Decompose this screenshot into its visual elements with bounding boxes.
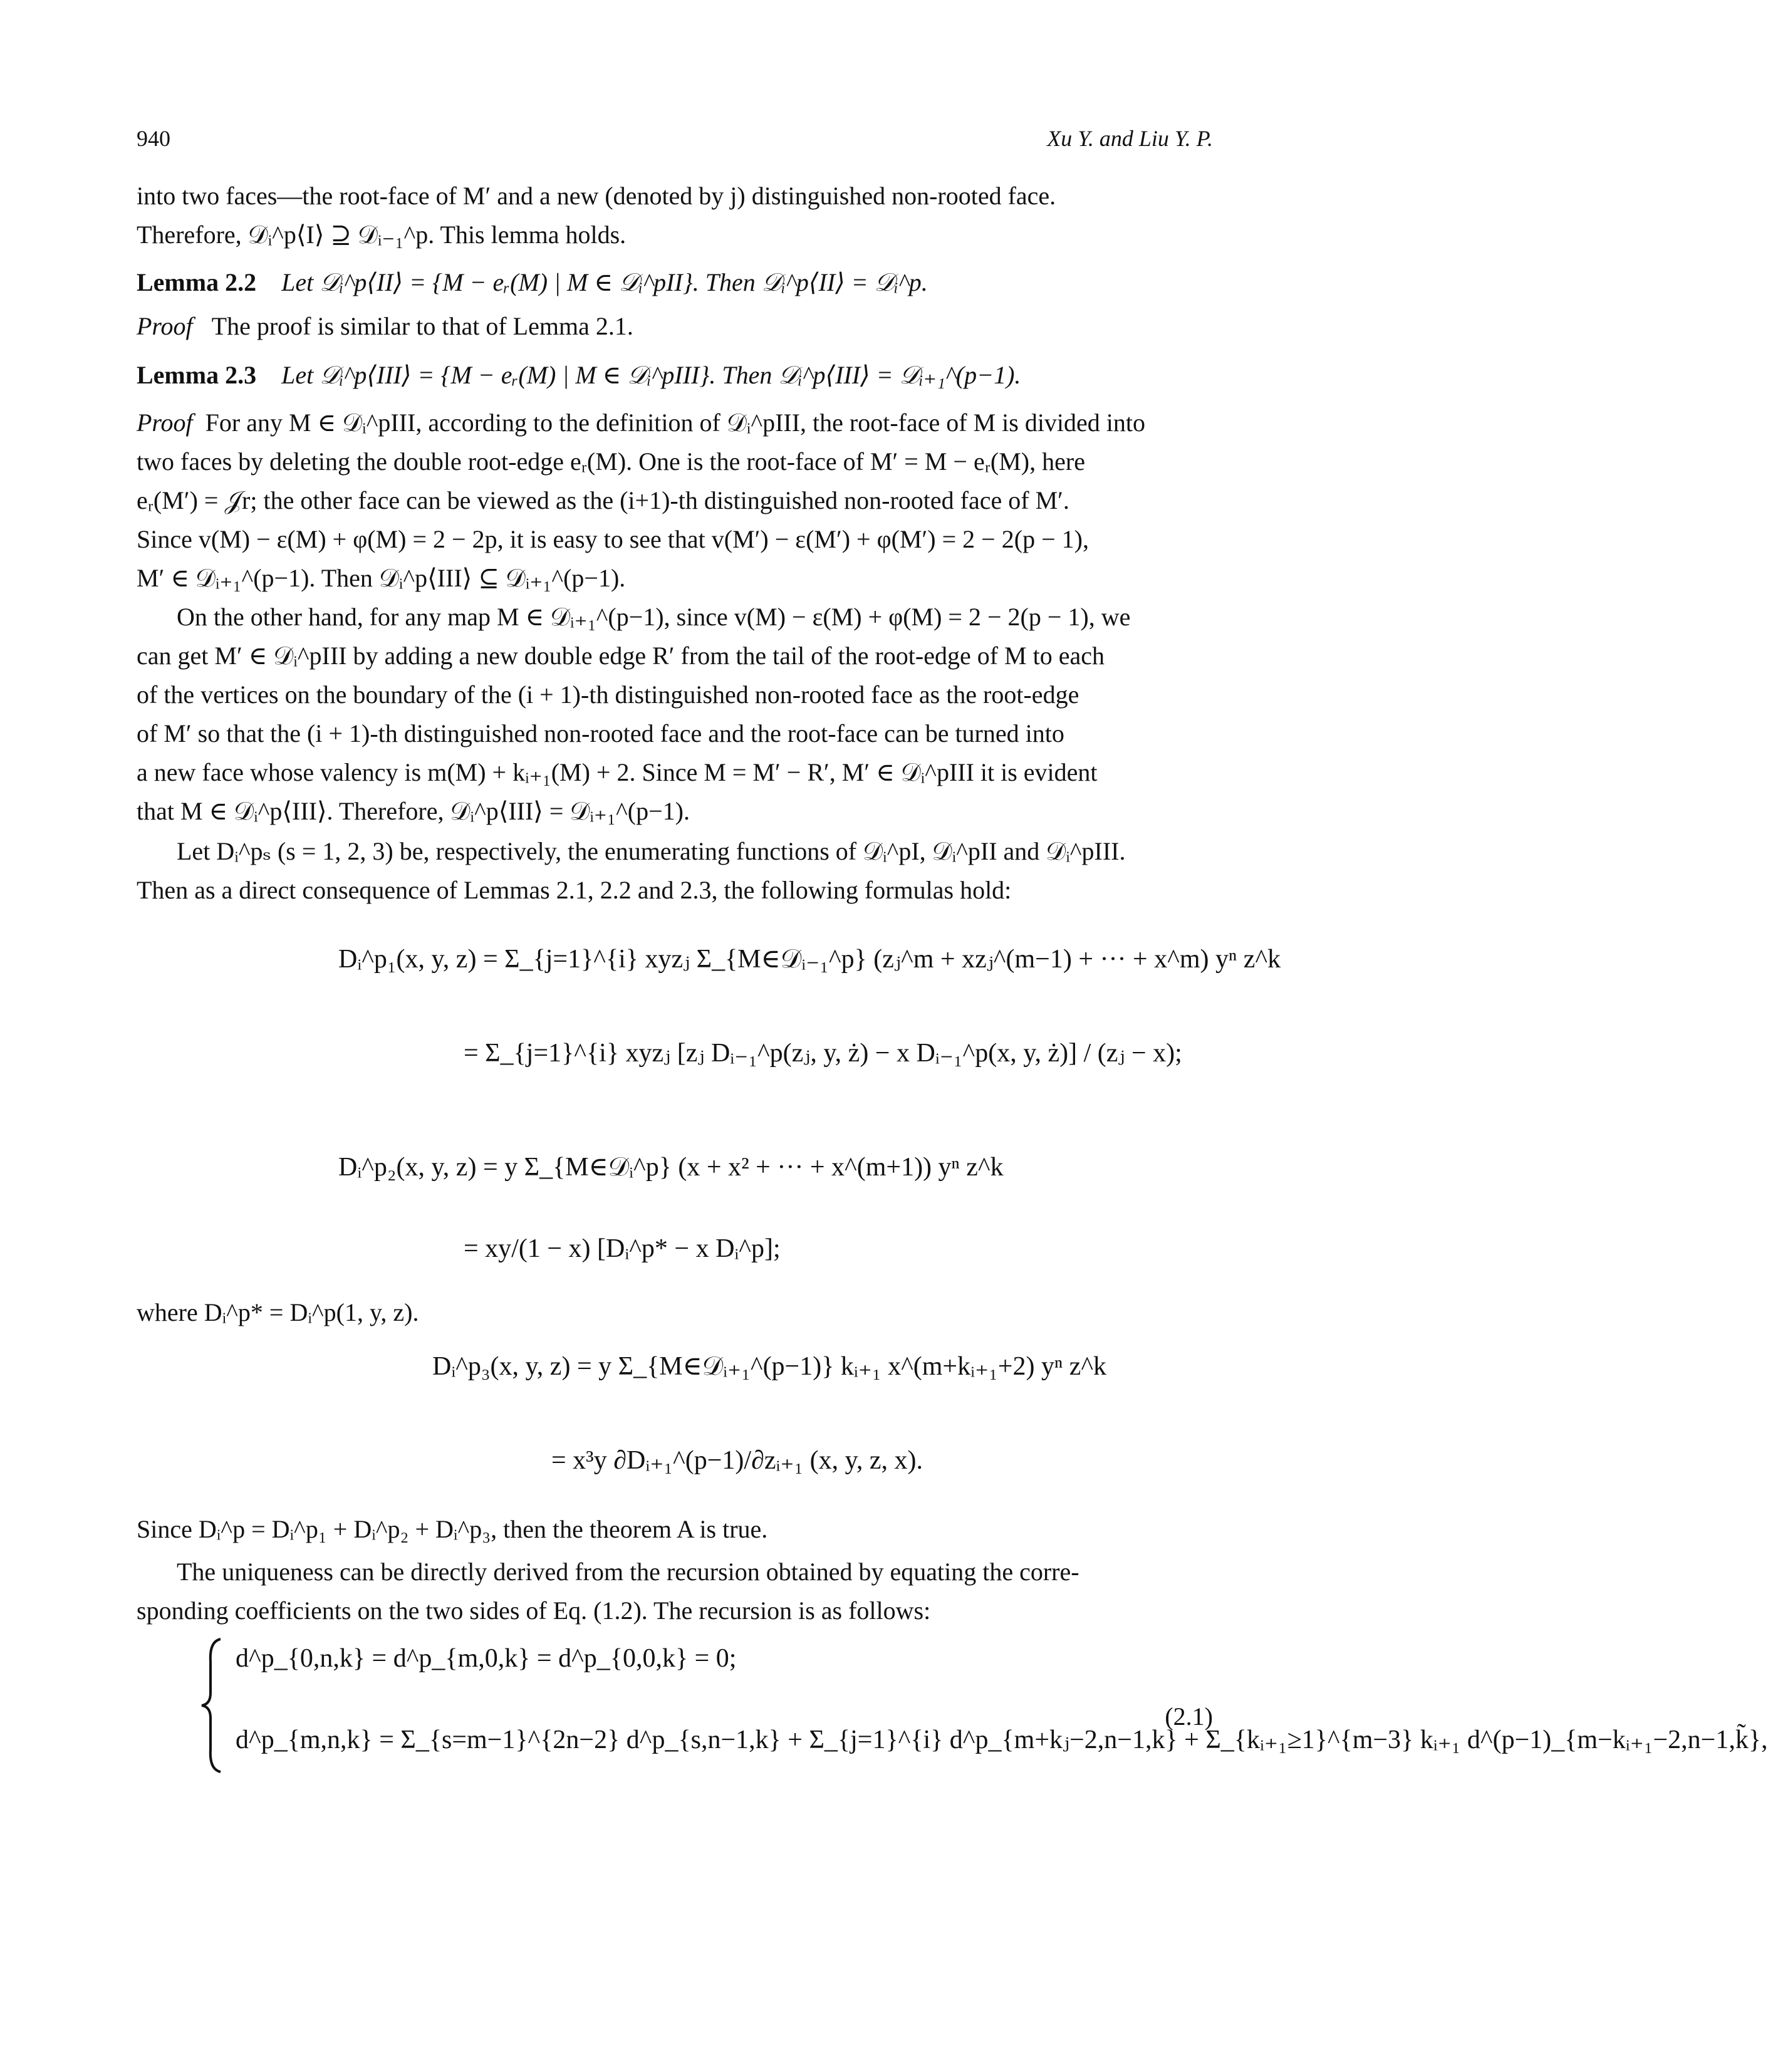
equation-d2-line1: Dᵢ^p₂(x, y, z) = y Σ_{M∈𝒟ᵢ^p} (x + x² + ··· + x^(m+1)) yⁿ z^k — [338, 1153, 1004, 1182]
lemma-label: Lemma 2.3 — [137, 361, 257, 389]
text-line: of M′ so that the (i + 1)-th distinguished non-rooted face and the root-face can be turned into — [137, 719, 1064, 747]
text-line: Since Dᵢ^p = Dᵢ^p₁ + Dᵢ^p₂ + Dᵢ^p₃, then the theorem A is true. — [137, 1515, 768, 1543]
text-line: Let Dᵢ^pₛ (s = 1, 2, 3) be, respectively, the enumerating functions of 𝒟ᵢ^pI, 𝒟ᵢ^pII and 𝒟ᵢ^pIII. — [177, 837, 1126, 865]
equation-d1-line1: Dᵢ^p₁(x, y, z) = Σ_{j=1}^{i} xyzⱼ Σ_{M∈𝒟ᵢ₋₁^p} (zⱼ^m + xzⱼ^(m−1) + ··· + x^m) yⁿ z^k — [338, 945, 1281, 974]
text-line: Then as a direct consequence of Lemmas 2.1, 2.2 and 2.3, the following formulas hold: — [137, 876, 1012, 904]
text-line: Since v(M) − ε(M) + φ(M) = 2 − 2p, it is easy to see that v(M′) − ε(M′) + φ(M′) = 2 − 2(p − 1), — [137, 525, 1089, 553]
paragraph-uniqueness — [137, 1553, 1214, 1630]
equation-number: (2.1) — [1165, 1702, 1213, 1731]
proof-2-3 — [137, 403, 1214, 598]
proof-label: Proof — [137, 409, 193, 437]
equation-d1-line2: = Σ_{j=1}^{i} xyzⱼ [zⱼ Dᵢ₋₁^p(zⱼ, y, ż) − x Dᵢ₋₁^p(x, y, ż)] / (zⱼ − x); — [464, 1039, 1182, 1068]
equation-d2-line2: = xy/(1 − x) [Dᵢ^p* − x Dᵢ^p]; — [464, 1234, 781, 1263]
paragraph-where — [137, 1293, 1214, 1332]
recursion-line1: d^p_{0,n,k} = d^p_{m,0,k} = d^p_{0,0,k} = 0; — [236, 1644, 737, 1673]
page-number: 940 — [137, 126, 170, 151]
proof-2-2 — [137, 307, 1214, 346]
equation-d3-line1: Dᵢ^p₃(x, y, z) = y Σ_{M∈𝒟ᵢ₊₁^(p−1)} kᵢ₊₁ x^(m+kᵢ₊₁+2) yⁿ z^k — [432, 1352, 1107, 1381]
proof-label: Proof — [137, 312, 193, 340]
lemma-label: Lemma 2.2 — [137, 268, 257, 296]
text-line: On the other hand, for any map M ∈ 𝒟ᵢ₊₁^(p−1), since v(M) − ε(M) + φ(M) = 2 − 2(p − 1), we — [177, 603, 1131, 631]
text-line: into two faces—the root-face of M′ and a new (denoted by j) distinguished non-rooted face. — [137, 182, 1056, 210]
text-line: where Dᵢ^p* = Dᵢ^p(1, y, z). — [137, 1298, 419, 1326]
lemma-statement: Let 𝒟ᵢ^p⟨III⟩ = {M − eᵣ(M) | M ∈ 𝒟ᵢ^pIII}. Then 𝒟ᵢ^p⟨III⟩ = 𝒟ᵢ₊₁^(p−1). — [281, 361, 1021, 389]
paragraph-continuation — [137, 177, 1214, 254]
text-line: The uniqueness can be directly derived from the recursion obtained by equating the corre- — [177, 1558, 1079, 1586]
recursion-line2: d^p_{m,n,k} = Σ_{s=m−1}^{2n−2} d^p_{s,n−1,k} + Σ_{j=1}^{i} d^p_{m+kⱼ−2,n−1,k} + Σ_{kᵢ₊₁≥1}^{m−3} kᵢ₊₁ d^(p−1)_{m−kᵢ₊₁−2,n−1,k̃}, — [236, 1726, 1768, 1754]
lemma-statement: Let 𝒟ᵢ^p⟨II⟩ = {M − eᵣ(M) | M ∈ 𝒟ᵢ^pII}. Then 𝒟ᵢ^p⟨II⟩ = 𝒟ᵢ^p. — [281, 268, 928, 296]
left-brace — [199, 1637, 224, 1774]
text-line: two faces by deleting the double root-edge eᵣ(M). One is the root-face of M′ = M − eᵣ(M), here — [137, 447, 1085, 476]
text-line: of the vertices on the boundary of the (i + 1)-th distinguished non-rooted face as the root-edge — [137, 680, 1079, 709]
text-line: M′ ∈ 𝒟ᵢ₊₁^(p−1). Then 𝒟ᵢ^p⟨III⟩ ⊆ 𝒟ᵢ₊₁^(p−1). — [137, 564, 626, 592]
paragraph-let — [137, 832, 1214, 910]
text-line: eᵣ(M′) = 𝒥r; the other face can be viewed as the (i+1)-th distinguished non-rooted face of M′. — [137, 486, 1069, 514]
text-line: that M ∈ 𝒟ᵢ^p⟨III⟩. Therefore, 𝒟ᵢ^p⟨III⟩ = 𝒟ᵢ₊₁^(p−1). — [137, 797, 690, 825]
text-line: sponding coefficients on the two sides of Eq. (1.2). The recursion is as follows: — [137, 1596, 931, 1625]
paragraph-other-hand — [137, 598, 1214, 831]
text-line: a new face whose valency is m(M) + kᵢ₊₁(M) + 2. Since M = M′ − R′, M′ ∈ 𝒟ᵢ^pIII it is evident — [137, 758, 1098, 786]
lemma-2-2 — [137, 263, 1214, 302]
equation-d3-line2: = x³y ∂Dᵢ₊₁^(p−1)/∂zᵢ₊₁ (x, y, z, x). — [551, 1446, 923, 1475]
text-line: can get M′ ∈ 𝒟ᵢ^pIII by adding a new double edge R′ from the tail of the root-edge of M to each — [137, 642, 1105, 670]
running-head: Xu Y. and Liu Y. P. — [1047, 126, 1213, 151]
paragraph-since — [137, 1510, 1214, 1549]
proof-text: The proof is similar to that of Lemma 2.1. — [211, 312, 633, 340]
lemma-2-3 — [137, 356, 1214, 395]
text-line: Therefore, 𝒟ᵢ^p⟨I⟩ ⊇ 𝒟ᵢ₋₁^p. This lemma holds. — [137, 221, 627, 249]
text-line — [137, 403, 1214, 442]
proof-text: For any M ∈ 𝒟ᵢ^pIII, according to the definition of 𝒟ᵢ^pIII, the root-face of M is divided into — [205, 409, 1146, 437]
